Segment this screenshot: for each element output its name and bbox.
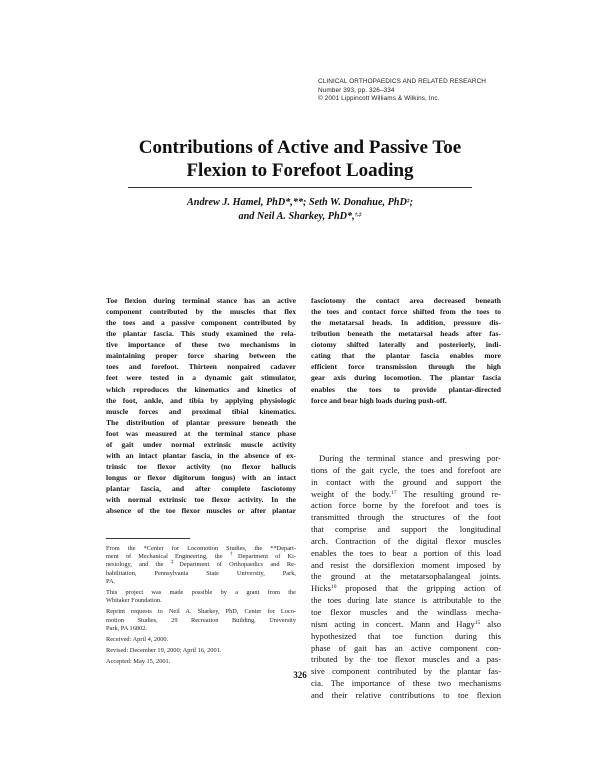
abstract-line: of gait under normal extrinsic muscle activity <box>106 439 296 449</box>
author-list <box>100 196 500 224</box>
accepted-date: Accepted: May 15, 2001. <box>106 658 171 666</box>
abstract-line: force and bear high loads during push-off. <box>311 395 447 405</box>
abstract-line: ciotomy shifted laterally and posteriorly, indi- <box>311 340 501 350</box>
title-line-2: Flexion to Forefoot Loading <box>186 160 414 181</box>
body-line: phase of gait has an active component con- <box>311 642 501 653</box>
body-line: toe flexor muscles and the windlass mecha- <box>311 606 501 617</box>
citation-15: 15 <box>474 619 481 626</box>
body-line: tions of the gait cycle, the toes and forefoot are <box>311 464 501 475</box>
body-line: During the terminal stance and preswing por- <box>319 453 501 463</box>
author-line-1: Andrew J. Hamel, PhD*,**; Seth W. Donahue, PhD‡; <box>187 197 413 208</box>
body-line: Hicks$^{10}$ proposed that the gripping action of <box>311 583 501 594</box>
abstract-line: the foot, ankle, and tibia by applying physiologic <box>106 395 296 405</box>
abstract-line: gear axis during locomotion. The plantar fascia <box>311 373 501 383</box>
abstract-line: with an intact plantar fascia, in the absence of ex- <box>106 450 296 460</box>
article-title <box>60 136 540 182</box>
abstract-line: The distribution of plantar pressure beneath the <box>106 417 296 427</box>
abstract-line: maintaining proper force sharing between the <box>106 351 296 361</box>
footnote-divider <box>106 538 190 539</box>
abstract-line: cating that the plantar fascia enables more <box>311 351 501 361</box>
page-number: 326 <box>293 670 307 680</box>
abstract-line: plantar fascia, and after complete fasciotomy <box>106 484 296 494</box>
abstract-line: efficient force transmission through the high <box>311 362 501 372</box>
abstract-right-column <box>311 295 501 406</box>
abstract-line: tive importance of these two mechanisms in <box>106 340 296 350</box>
body-line: hypothesized that toe function during this <box>311 630 501 641</box>
body-line: the ground at the metatarsophalangeal joints. <box>311 571 501 582</box>
abstract-line: component contributed by the muscles that flex <box>106 307 296 317</box>
journal-name: CLINICAL ORTHOPAEDICS AND RELATED RESEARCH <box>318 78 487 85</box>
abstract-line: feet were tested in a dynamic gait stimulator, <box>106 373 296 383</box>
abstract-line: fasciotomy the contact area decreased beneath <box>311 296 501 305</box>
reprint-note: Reprint requests to Neil A. Sharkey, PhD, Center for Loco- motion Studies, 29 Recreation Building, University Park, PA 16802. <box>106 608 296 632</box>
journal-copyright: © 2001 Lippincott Williams & Wilkins, Inc. <box>318 95 440 103</box>
abstract-line: tribution beneath the metatarsal heads after fas- <box>311 329 501 339</box>
body-line: transmitted through the structures of the foot <box>311 512 501 523</box>
body-line: action force borne by the forefoot and toes is <box>311 500 501 511</box>
abstract-line: foot was measured at the terminal stance phase <box>106 428 296 438</box>
abstract-line: muscle forces and proximal tibial kinematics. <box>106 406 296 416</box>
revised-date: Revised: December 19, 2000; April 16, 2001. <box>106 647 222 655</box>
title-divider <box>128 187 472 188</box>
author-line-2: and Neil A. Sharkey, PhD*,†,‡ <box>238 211 362 222</box>
journal-issue: Number 393, pp. 326–334 <box>318 86 395 94</box>
abstract-left-column <box>106 295 296 516</box>
abstract-line: toes and forefoot. Thirteen nonpaired cadaver <box>106 362 296 372</box>
body-line: weight of the body.$^{17}$ The resulting ground re- <box>311 488 501 499</box>
affiliation-note: From the *Center for Locomotion Studies, the **Depart- ment of Mechanical Engineering, the †Department of Ki- nesiology, and the ‡Department of Orthopaedics and Re- habilitation, Pennsylvania State University, Park, PA. <box>106 545 297 585</box>
body-line: enables the toes to bear a portion of this load <box>311 547 501 558</box>
abstract-line: enables the toes to provide plantar-directed <box>311 384 501 394</box>
body-line: tributed by the toe flexor muscles and a pas- <box>311 654 501 665</box>
body-line: cia. The importance of these two mechanisms <box>311 678 501 689</box>
footnotes <box>106 545 296 670</box>
body-line: the toes during late stance is attributable to the <box>311 595 501 606</box>
citation-10: 10 <box>330 584 337 591</box>
abstract-line: Toe flexion during terminal stance has an active <box>106 296 296 305</box>
body-line: arch. Contraction of the digital flexor muscles <box>311 535 501 546</box>
abstract-line: the toes and a passive component contributed by <box>106 318 296 328</box>
citation-17: 17 <box>391 489 397 496</box>
abstract-line: absence of the toe flexor muscles or after plantar <box>106 506 296 516</box>
abstract-line: the toes and contact force shifted from the toes to <box>311 307 501 317</box>
abstract-line: longus or flexor digitorum longus) with an intact <box>106 473 296 482</box>
abstract-line: the plantar fascia. This study examined the rela- <box>106 329 296 339</box>
abstract-line: the metatarsal heads. In addition, pressure dis- <box>311 318 501 328</box>
abstract-line: which reproduces the kinematics and kinetics of <box>106 384 296 394</box>
body-line: nism acting in concert. Mann and Hagy$^{15}$ also <box>311 618 501 629</box>
body-line: and resist the dorsiflexion moment imposed by <box>311 559 501 570</box>
received-date: Received: April 4, 2000. <box>106 636 169 644</box>
abstract-line: with normal extrinsic toe flexor activity. In the <box>106 495 296 505</box>
title-line-1: Contributions of Active and Passive Toe <box>138 137 462 158</box>
body-line: in contact with the ground and support the <box>311 476 501 487</box>
journal-header <box>318 78 568 104</box>
abstract-line: trinsic toe flexor activity (no flexor hallucis <box>106 461 296 471</box>
funding-note: This project was made possible by a grant from the Whitaker Foundation. <box>106 589 296 605</box>
introduction-text <box>311 453 501 702</box>
body-line: that comprise and support the longitudinal <box>311 524 501 535</box>
body-line: sive component contributed by the plantar fas- <box>311 666 501 677</box>
body-line: and their relative contributions to toe flexion <box>311 689 501 700</box>
